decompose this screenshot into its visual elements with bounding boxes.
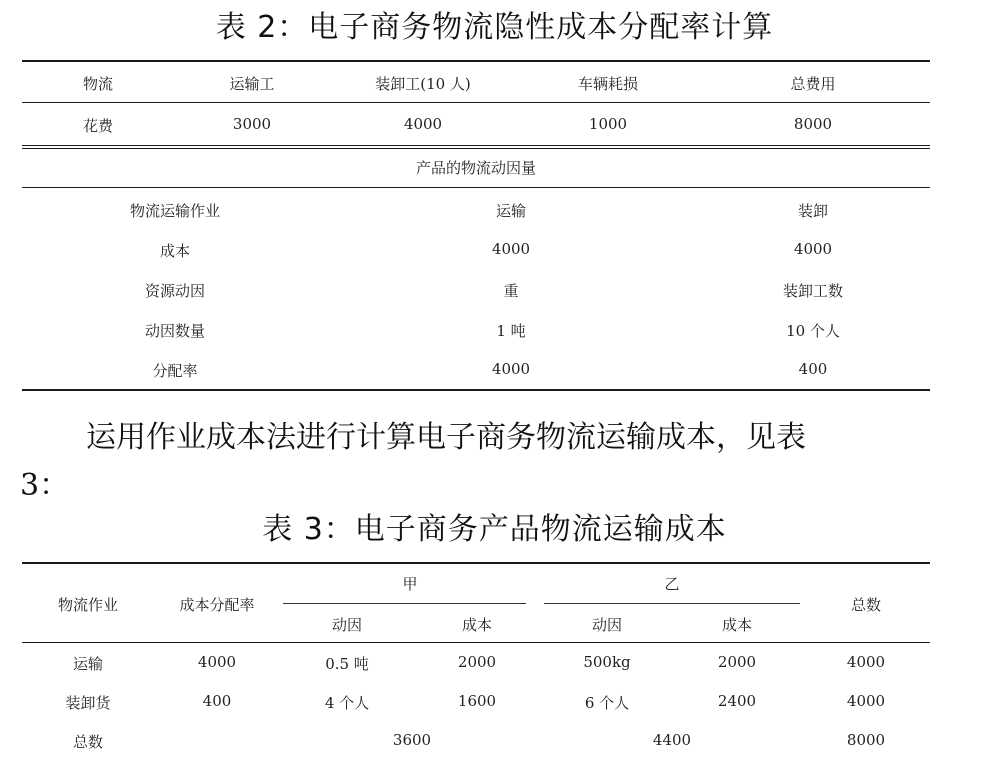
t3-row-total: 4000 [846, 653, 886, 671]
t2-section-title: 产品的物流动因量 [415, 159, 537, 177]
t3-row-rate: 400 [202, 692, 232, 710]
t2-driver-label: 成本 [159, 242, 191, 260]
t2-driver-value: 运输 [495, 202, 527, 220]
t2-driver-label: 动因数量 [144, 322, 206, 340]
t3-row-cost-b: 2400 [717, 692, 757, 710]
table2-double-rule-a [22, 145, 930, 146]
t3-row-activity: 装卸货 [65, 694, 111, 712]
t2-header-total-cost: 总费用 [790, 75, 836, 93]
table3-top-rule [22, 562, 930, 564]
body-paragraph-line2: 3： [20, 468, 70, 503]
t3-header-rate: 成本分配率 [179, 596, 255, 614]
t3-total-label: 总数 [72, 733, 104, 751]
table2-section-rule [22, 187, 930, 188]
t3-header-group-b: 乙 [664, 575, 680, 593]
t2-row-value: 4000 [403, 115, 443, 133]
t2-header-logistics: 物流 [82, 75, 114, 93]
table2-header-rule [22, 102, 930, 103]
t3-row-cost-b: 2000 [717, 653, 757, 671]
table3-group-b-rule [544, 603, 800, 604]
t3-row-activity: 运输 [72, 655, 104, 673]
t2-driver-label: 物流运输作业 [129, 202, 221, 220]
t3-row-driver-b: 6 个人 [584, 694, 630, 712]
t3-row-cost-a: 2000 [457, 653, 497, 671]
t2-driver-value: 装卸 [797, 202, 829, 220]
t2-driver-value: 400 [798, 360, 828, 378]
t2-driver-label: 资源动因 [144, 282, 206, 300]
t3-total-group-a: 3600 [392, 731, 432, 749]
t3-total-grand: 8000 [846, 731, 886, 749]
t3-row-driver-a: 0.5 吨 [325, 655, 369, 673]
t3-row-cost-a: 1600 [457, 692, 497, 710]
t2-header-loader: 装卸工(10 人) [375, 75, 471, 93]
t2-driver-value: 装卸工数 [782, 282, 844, 300]
body-paragraph-line1: 运用作业成本法进行计算电子商务物流运输成本，见表 [86, 420, 806, 455]
table2-top-rule [22, 60, 930, 62]
t3-row-driver-a: 4 个人 [324, 694, 370, 712]
t2-driver-value: 4000 [491, 360, 531, 378]
table3-caption: 表 3：电子商务产品物流运输成本 [262, 512, 727, 547]
t3-subheader-driver-a: 动因 [331, 616, 363, 634]
t2-driver-label: 分配率 [152, 362, 198, 380]
t3-row-driver-b: 500kg [583, 653, 631, 671]
t2-driver-value: 1 吨 [496, 322, 526, 340]
table3-header-rule [22, 642, 930, 643]
t3-header-group-a: 甲 [402, 575, 418, 593]
t2-driver-value: 重 [503, 282, 519, 300]
t2-row-value: 8000 [793, 115, 833, 133]
table3-group-a-rule [283, 603, 526, 604]
table2-caption: 表 2：电子商务物流隐性成本分配率计算 [215, 10, 774, 45]
t3-row-rate: 4000 [197, 653, 237, 671]
t3-subheader-cost-a: 成本 [461, 616, 493, 634]
t2-row-value: 3000 [232, 115, 272, 133]
t3-subheader-driver-b: 动因 [591, 616, 623, 634]
t2-row-label: 花费 [82, 117, 114, 135]
t2-driver-value: 10 个人 [786, 322, 840, 340]
t2-driver-value: 4000 [491, 240, 531, 258]
table2-double-rule-b [22, 148, 930, 149]
t2-row-value: 1000 [588, 115, 628, 133]
table2-bottom-rule [22, 389, 930, 391]
t2-header-transport-worker: 运输工 [229, 75, 275, 93]
t2-driver-value: 4000 [793, 240, 833, 258]
t3-header-activity: 物流作业 [57, 596, 119, 614]
t3-row-total: 4000 [846, 692, 886, 710]
t3-subheader-cost-b: 成本 [721, 616, 753, 634]
t2-header-vehicle-wear: 车辆耗损 [577, 75, 639, 93]
t3-header-total: 总数 [850, 596, 882, 614]
t3-total-group-b: 4400 [652, 731, 692, 749]
